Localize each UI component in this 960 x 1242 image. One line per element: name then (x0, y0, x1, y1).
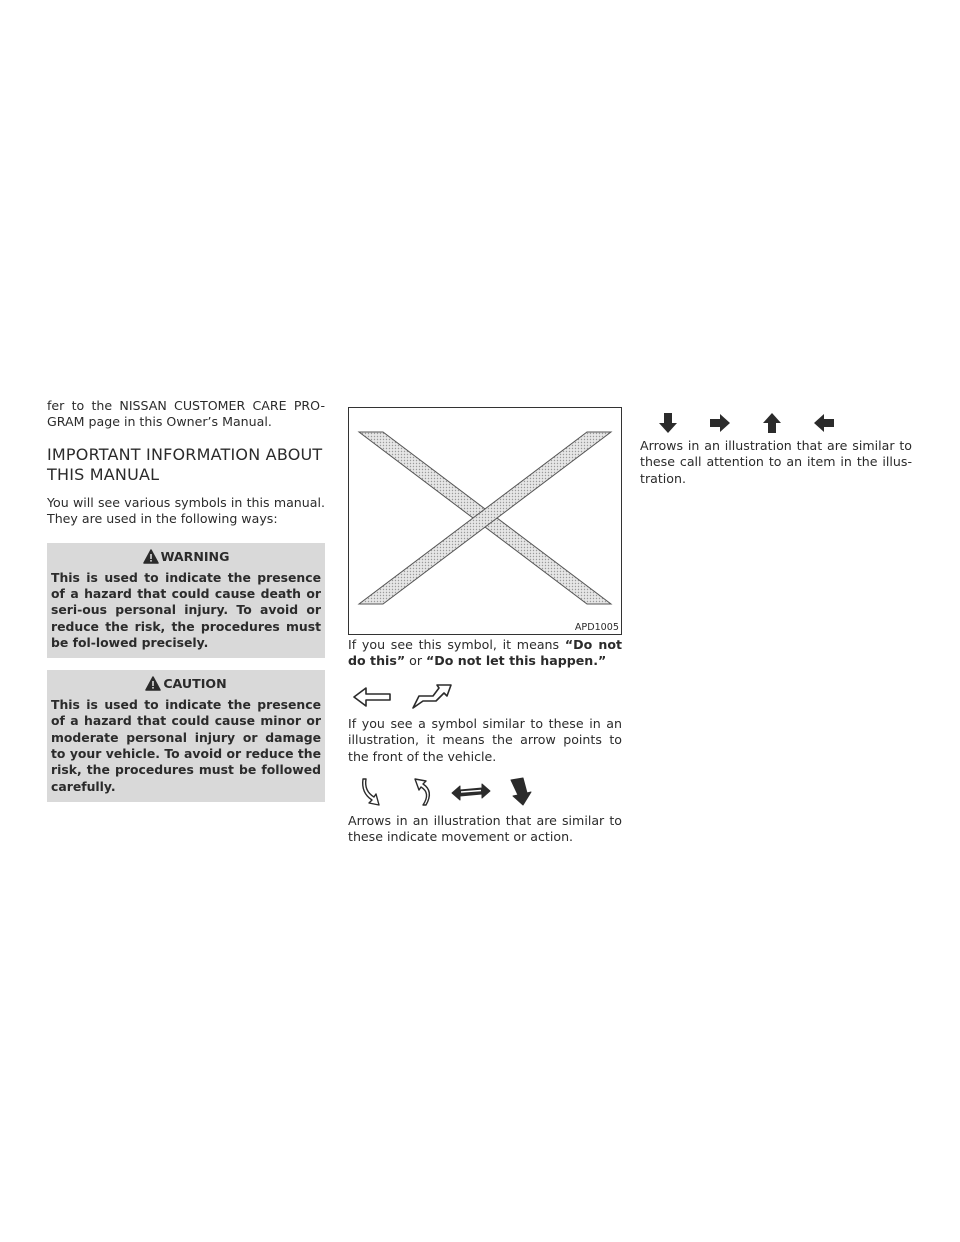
section-heading-line2: THIS MANUAL (47, 464, 160, 484)
bent-arrow-down-icon (507, 777, 533, 807)
attention-description: Arrows in an illustration that are similar to these call attention to an item in the illus-tration. (640, 438, 912, 486)
intro-paragraph: fer to the NISSAN CUSTOMER CARE PRO-GRAM page in this Owner’s Manual. (47, 398, 325, 430)
front-arrow-straight-icon (352, 686, 392, 708)
prohibition-x-icon (349, 408, 621, 634)
movement-description: Arrows in an illustration that are similar to these indicate movement or action. (348, 813, 622, 845)
curved-arrow-down-icon (360, 777, 386, 807)
do-not-phrase-2: “Do not let this happen.” (426, 653, 607, 669)
right-column (640, 398, 912, 487)
arrow-right-icon (709, 413, 731, 433)
warning-triangle-icon (143, 549, 159, 564)
middle-column (348, 398, 622, 846)
symbols-intro: You will see various symbols in this manual. They are used in the following ways: (47, 494, 325, 527)
front-arrow-icons (348, 684, 622, 710)
warning-box (47, 543, 325, 658)
caution-box (47, 670, 325, 802)
caution-header (51, 675, 321, 693)
warning-header (51, 548, 321, 566)
section-heading (47, 445, 325, 485)
arrow-up-icon (762, 412, 782, 434)
arrow-down-icon (658, 412, 678, 434)
caution-title: CAUTION (163, 676, 227, 692)
caution-triangle-icon (145, 676, 161, 691)
front-arrow-description: If you see a symbol similar to these in an illustration, it means the arrow points to the front of the vehicle. (348, 715, 622, 764)
front-arrow-angled-icon (411, 684, 455, 710)
caution-text: This is used to indicate the presence of a hazard that could cause minor or moderate personal injury or damage to your vehicle. To avoid or reduce the risk, the procedures must be followed carefully. (51, 697, 321, 794)
curved-arrow-up-icon (409, 777, 435, 807)
left-column (47, 398, 325, 802)
do-not-phrase-1: “Do not do this” (348, 637, 623, 669)
section-heading-line1: IMPORTANT INFORMATION ABOUT (47, 444, 323, 464)
do-not-text: If you see this symbol, it means (348, 637, 565, 652)
do-not-description (348, 637, 622, 670)
do-not-figure (348, 407, 622, 635)
warning-title: WARNING (160, 548, 230, 564)
figure-code: APD1005 (574, 622, 619, 633)
attention-arrow-icons (640, 412, 912, 436)
arrow-left-icon (813, 413, 835, 433)
do-not-or: or (405, 653, 427, 669)
warning-text: This is used to indicate the presence of a hazard that could cause death or seri-ous personal injury. To avoid or reduce the risk, the procedures must be fol-lowed precisely. (51, 569, 321, 650)
movement-arrow-icons (348, 777, 622, 809)
double-arrow-icon (450, 782, 492, 802)
